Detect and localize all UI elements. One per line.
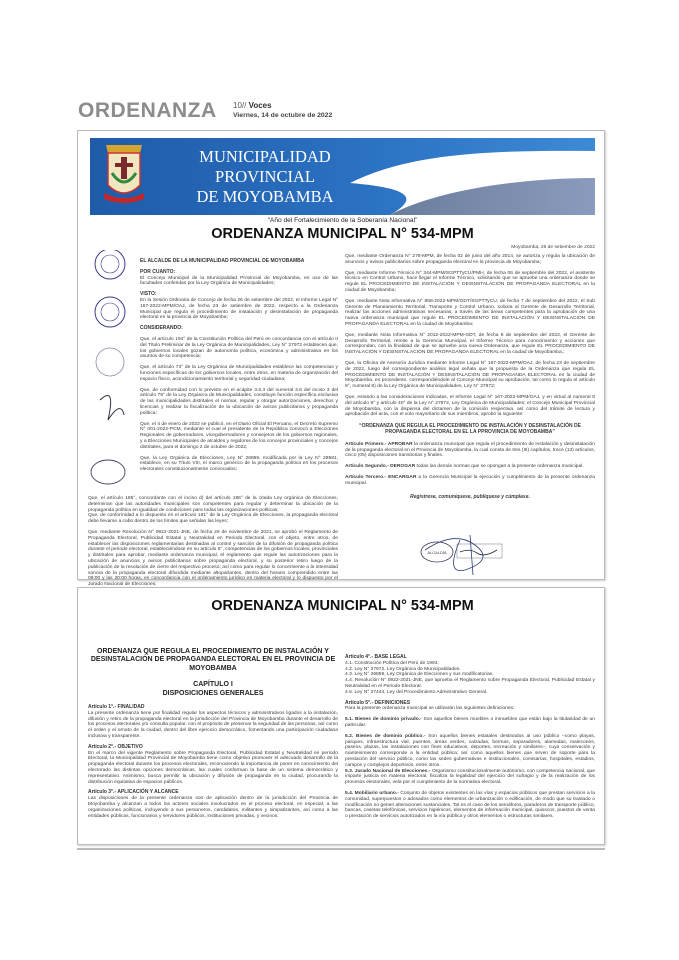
- article-label: Artículo 5°.- DEFINICIONES: [345, 699, 411, 706]
- divider: [77, 848, 605, 850]
- paragraph: Que, de conformidad con lo previsto en el acápite 3.6.3 del numeral 3.6 del inciso 3 del artículo 79° de la Ley Orgánica de Municipalidades, constituye función específica exclusiva de las municipalidades distritales el normar, regular y otorgar autorizaciones, derechos y licencias y realizar la fiscalización de la ubicación de avisos publicitarios y propaganda política;: [140, 387, 338, 416]
- article-label: Artículo 2°.- OBJETIVO: [88, 743, 143, 750]
- issue-date: Viernes, 14 de octubre de 2022: [233, 112, 333, 119]
- approval-stamps: [86, 250, 138, 490]
- paragraph: Que, el 4 de enero de 2022 se publicó, en el Diario Oficial El Peruano, el Decreto Supremo N° 001-2022-PCM, mediante el cual el presidente de la República convocó a Elecciones Regionales de gobernadores, vicegobernadores y consejeros de los gobiernos regionales, y a Elecciones Municipales de alcaldes y regidores de los concejos provinciales y concejos distritales, para el domingo 2 de octubre de 2022;: [140, 421, 338, 450]
- por-cuanto-text: El Concejo Municipal de la Municipalidad Provincial de Moyobamba, en uso de las facultades conferidas por la Ley Orgánica de Municipalidades;: [140, 275, 338, 287]
- article-label: Artículo Tercero.- ENCARGAR: [345, 474, 417, 480]
- por-cuanto-label: POR CUANTO:: [140, 268, 176, 275]
- considerando-label: CONSIDERANDO:: [140, 325, 183, 332]
- definition-text: Son aquellos bienes muebles o inmuebles que están bajo la titularidad de un particular.: [345, 717, 595, 728]
- approved-ordinance-title: “ORDENANZA QUE REGULA EL PROCEDIMIENTO DE INSTALACIÓN Y DESINSTALACIÓN DE PROPAGANDA ELECTORAL EN EL LA PPROVINCIA DE MOYOBAMBA”: [359, 423, 581, 435]
- paragraph: Que, la Ley Orgánica de Elecciones, Ley N° 26859, modificada por la Ley N° 28581, establece, en su Título VIII, el marco genérico de la propaganda política en los procesos electorales constitucionalmente convocados;: [140, 455, 338, 473]
- legal-basis-item: 4.1. Constitución Política del Perú de 1993.: [345, 660, 439, 666]
- legal-basis-item: 4.3. Ley N° 26859, Ley Orgánica de Elecciones y sus modificatorias.: [345, 672, 494, 678]
- article-text: la ordenanza municipal que regula el procedimiento de instalación y desinstalación de la propaganda electoral en el Provincia de Moyobamba, la cual consta de tres (III) capítulos, trece (13) artículos, cinco (05) disposiciones transitorias y finales.: [345, 441, 595, 459]
- chapter-number: CAPÍTULO I: [193, 681, 233, 689]
- legal-basis-item: 4.4. Resolución N° 0922-2021-JNE, que aprueba el Reglamento sobre Propaganda Electoral, Publicidad Estatal y Neutralidad en el Periodo Electoral.: [345, 678, 595, 689]
- paragraph: Que, de conformidad a lo dispuesto en el artículo 181° de la Ley Orgánica de Elecciones, la propaganda electoral debe llevarse a cabo dentro de los límites que señalan las leyes;: [88, 513, 338, 525]
- ordinance-subtitle: ORDENANZA QUE REGULA EL PROCEDIMIENTO DE INSTALACIÓN Y DESINSTALACIÓN DE PROPAGANDA ELECTORAL EN EL PROVINCIA DE MOYOBAMBA: [90, 648, 336, 672]
- seal-icon: [91, 460, 125, 484]
- seal-icon: [96, 348, 124, 376]
- ordinance-title-2: ORDENANZA MUNICIPAL N° 534-MPM: [211, 598, 474, 614]
- signature-mark: [100, 396, 124, 421]
- legal-basis-item: 4.2. Ley N° 27972, Ley Orgánica de Municipalidades.: [345, 666, 461, 672]
- seal-icon: [95, 297, 125, 327]
- banner-line-1: MUNICIPALIDAD PROVINCIAL: [199, 147, 331, 186]
- definition-term: 5.4. Mobiliario urbano.-: [345, 790, 399, 796]
- article-label: Artículo Segundo.- DEROGAR: [345, 464, 416, 470]
- article-text: Las disposiciones de la presente ordenanza son de aplicación dentro de la jurisdicción del Provincia de Moyobamba y alcanzan a todos los actores sociales involucrados en el proceso electoral, en especial, a las organizaciones políticas, incluyendo a sus personeros, candidatos, militantes y simpatizantes, así como a las entidades públicas, funcionarios y servidores públicos, instituciones privadas, y vecinos.: [88, 796, 338, 819]
- definition-term: 5.3. Jurado Nacional de Elecciones.-: [345, 768, 431, 774]
- paragraph: Que, mediante Ordenanza N° 278-MPM, de fecha 02 de junio del año 2014, se autoriza y regula la ubicación de anuncios y avisos publicitarios sobre propaganda electoral en la provincia de Moyobamba;: [345, 254, 595, 265]
- article-first: [345, 442, 595, 459]
- article-text: En el marco del vigente Reglamento sobre Propaganda Electoral, Publicidad Estatal y Neutralidad en periodo Electoral, la Municipalidad Provincial de Moyobamba tiene como objetivo promover el adecuado desarrollo de la propaganda electoral durante los procesos electorales, reconociendo la importancia de poner en conocimiento del electorado las distintas opciones democráticas, las cuales conforman la base de un sistema democrático y representativo. Asimismo, busca permitir la ubicación y difusión de propaganda en la ciudad, procurando la distribución equitativa de espacios públicos.: [88, 750, 338, 785]
- chapter-title: DISPOSICIONES GENERALES: [162, 689, 264, 697]
- visto-label: VISTO:: [140, 291, 157, 298]
- article-label: Artículo Primero.- APROBAR: [345, 441, 413, 447]
- year-motto: “Año del Fortalecimiento de la Soberanía Nacional”: [267, 217, 418, 224]
- article-third: [345, 475, 595, 487]
- considerations-left-column: [140, 254, 338, 478]
- closing-formula: Regístrese, comuníquese, publíquese y cúmplase.: [410, 493, 530, 500]
- svg-text:ALCALDÍA: ALCALDÍA: [427, 550, 447, 555]
- definition: [345, 734, 595, 769]
- definition-text: Son aquellos bienes estatales destinados al uso público –como playas, parques, infraestructura vial, puentes, áreas verdes, calzadas, bermas, separadores, alamedas, malecones, paseos, plazas, las instalaciones con fines educativos, deportes, recreación y similares–, cuya conservación y mantenimiento corresponde a la entidad pública; así como aquellos bienes que sirven de soporte para la prestación del servicio público, como las sedes gubernativas e institucionales, comisarías, hospitales, estadios, campos y complejos deportivos, entre otros.: [345, 733, 595, 768]
- ordinance-right-column: [345, 650, 595, 825]
- paragraph: Que, estando a las consideraciones indicadas, el Informe Legal N° 167-2022-MPM/OAJ, y en virtud al numeral 8 del artículo 9° y artículo 40° de la Ley N° 27972, Ley Orgánica de Municipalidades; el Concejo Municipal Provincial de Moyobamba, con la dispensa del dictamen de la comisión respectiva, así como del trámite de lectura y aprobación del acta, con el voto mayoritario de sus miembros, aprobó la siguiente:: [345, 394, 595, 418]
- definition: [345, 791, 595, 820]
- paragraph: Que, el artículo 185°, concordante con el inciso d) del artículo 186° de la citada Ley orgánica de Elecciones, determinan que las autoridades municipales son competentes para regular y determinar la ubicación de la propaganda política en igualdad de condiciones para todas las organizaciones políticas;: [88, 496, 338, 513]
- considerations-right-column: [345, 254, 595, 500]
- definition-term: 5.2. Bienes de dominio público.-: [345, 733, 426, 739]
- mayor-signature-stamp: [415, 530, 515, 580]
- article-label: Artículo 3°.- APLICACIÓN Y ALCANCE: [88, 789, 179, 796]
- definition: [345, 769, 595, 786]
- paragraph: Que, el artículo 194° de la Constitución Política del Perú en concordancia con el artículo II del Título Preliminar de la Ley Orgánica de Municipalidades, Ley N° 27972 establecen que, los gobiernos locales gozan de autonomía política, económica y administrativa en los asuntos de su competencia;: [140, 336, 338, 360]
- coat-of-arms-logo: [102, 143, 146, 207]
- article-text: La presente ordenanza tiene por finalidad regular los aspectos técnicos y administrativos ligados a la instalación, difusión y retiro de la propaganda electoral en la jurisdicción del Provincia de Moyobamba durante el desarrollo de los procesos electorales y/o consulta popular, con el propósito de preservar la seguridad de las personas, así como el orden y el ornato de la ciudad, dentro del libre ejercicio democrático, fomentando una participación ciudadana inclusiva y transparente.: [88, 710, 338, 740]
- considerations-wide-block: [88, 496, 338, 593]
- municipality-banner: [90, 138, 595, 215]
- section-title: ORDENANZA: [78, 99, 217, 122]
- article-label: Artículo 1°.- FINALIDAD: [88, 704, 145, 711]
- place-date: Moyobamba, 26 de setiembre de 2022: [511, 245, 595, 250]
- paragraph: Que, mediante Resolución N° 0922-2021-JNE, de fecha 26 de noviembre de 2021, se aprobó el Reglamento de Propaganda Electoral, Publicidad Estatal y Neutralidad en Periodo Electoral, con el objeto, entre otros, de establecer las disposiciones reglamentarias destinadas al control y sanción de la difusión de propaganda política durante el periodo electoral, estableciéndose en su artículo 8°, competencias de los gobiernos locales, provinciales y distritales para aprobar, mediante ordenanza municipal, el reglamento que regule las autorizaciones para la ubicación de anuncios y avisos publicitarios sobre propaganda electoral, y su posterior retiro luego de la publicación de la resolución de cierre del respectivo proceso; así como para regular lo concerniente a la intensidad sonora de la propaganda electoral difundida mediante altoparlantes, dentro del horario comprendido entre las 08:00 y las 20:00 horas, en concordancia con el ordenamiento jurídico en materia electoral y lo dispuesto por el Jurado Nacional de Elecciones;: [88, 529, 338, 588]
- page-number: 10//: [233, 101, 247, 110]
- article-text: todas las demás normas que se opongan a la presente ordenanza municipal.: [415, 464, 584, 470]
- paragraph: Que, mediante Nota Informativa N° 858-2022-MPM/GDT/SGPTTyCU, de fecha 7 de septiembre del 2022, el Sub Gerente de Planeamiento Territorial, Transporte y Control Urbano, solicita al Gerente de Desarrollo Territorial, realizar las acciones administrativas necesarias, a través de las áreas competentes para la aprobación de una nueva ordenanza municipal que regule EL PROCEDIMIENTO DE INSTALACIÓN Y DESINSTALACIÓN DE PROPAGANDA ELECTORAL en la ciudad de Moyobamba;: [345, 298, 595, 327]
- paragraph: Que, la Oficina de Asesoría Jurídica mediante Informe Legal N° 167-2022-MPM/OAJ, de fecha 23 de septiembre de 2022, luego del correspondiente análisis legal señala que la propuesta de la Ordenanza que regula EL PROCEDIMIENTO DE INSTALACIÓN Y DESINSTALACIÓN DE PROPAGANDA ELECTORAL en la ciudad de Moyobamba, es procedente, correspondiéndole al Concejo Municipal su aprobación, tal como lo regula el artículo 9°, numeral 8) de la Ley Orgánica de Municipalidades, Ley N° 27972;: [345, 360, 595, 390]
- definition-text: Organismo constitucionalmente autónomo, con competencia nacional, que imparte justicia en materia electoral, fiscaliza la legalidad del ejercicio del sufragio y de la realización de los procesos electorales, vela por el cumplimiento de la normativa electoral.: [345, 768, 595, 786]
- paragraph: Que, el artículo 73° de la Ley Orgánica de Municipalidades establece las competencias y funciones específicas de los gobiernos locales, entre otros, en materia de organización del espacio físico, acondicionamiento territorial y seguridad ciudadana;: [140, 365, 338, 382]
- banner-title: [150, 147, 380, 207]
- definition-term: 5.1. Bienes de dominio privado.-: [345, 717, 422, 723]
- visto-text: En la Sesión Ordinaria de Concejo de fecha 26 de setiembre del 2022, el Informe Legal N° 167-2022-MPM/OAJ, de fecha 23 de setiembre de 2022, respecto a la Ordenanza Municipal que regula el procedimiento de instalación y desinstalación de propaganda electoral en la provincia de Moyobamba;: [140, 297, 338, 321]
- ordinance-left-column: [88, 648, 338, 824]
- article-text: a la Gerencia Municipal la ejecución y cumplimiento de la presente ordenanza municipal.: [345, 474, 595, 486]
- definition-text: Conjunto de objetos existentes en las vías y espacios públicos que prestan servicios a la comunidad, superpuestos o adosados como elementos de urbanización o edificación, de modo que su traslado o modificación no generi alteraciones sustanciales. Tal es el caso de los semáforos, paraderos de transporte público, bancas, casetas telefónicas, servicios higiénicos, elementos de información municipal, quioscos, puestos de venta o prestación de servicios autorizados en la vía pública y otros elementos o estructuras similares.: [345, 790, 596, 820]
- article-text: Para la presente ordenanza municipal se utilizarán las siguientes definiciones:: [345, 706, 515, 712]
- legal-basis-item: 4.5. Ley N° 27444, Ley del Procedimiento Administrativo General.: [345, 689, 488, 695]
- banner-line-2: DE MOYOBAMBA: [196, 187, 334, 206]
- publication-name: Voces: [248, 101, 272, 110]
- ordinance-title: ORDENANZA MUNICIPAL N° 534-MPM: [211, 226, 474, 242]
- mayor-heading: EL ALCALDE DE LA MUNICIPALIDAD PROVINCIAL DE MOYOBAMBA: [140, 258, 305, 264]
- seal-icon: [95, 250, 125, 279]
- page-info: [233, 101, 272, 110]
- paragraph: Que, mediante Informe Técnico N° 344-MPM/SGPTTyCU/PMH, de fecha 06 de septiembre del 2022, el asistente técnico en Control Urbano, hace llegar el Informe Técnico, solicitando que se apruebe una ordenanza donde se regule EL PROCEDIMIENTO DE INSTALACIÓN Y DESINSTALACIÓN DE PROPAGANDA ELECTORAL en la ciudad de Moyobamba;: [345, 270, 595, 293]
- article-second: [345, 464, 595, 470]
- paragraph: Que, mediante Nota Informativa N° 2012-2022-MPM-GDT, de fecha 8 de septiembre del 2022, el Gerente de Desarrollo Territorial, remite a la Gerencia Municipal, el Informe Técnico para conocimiento y acciones que correspondan, con la finalidad de que se apruebe una nueva Ordenanza, que regule EL PROCEDIMIENTO DE INSTALACIÓN Y DESINSTALACIÓN DE PROPAGANDA ELECTORAL en la ciudad de Moyobamba.;: [345, 332, 595, 356]
- chapter-heading: [88, 681, 338, 698]
- definition: [345, 717, 595, 729]
- article-label: Artículo 4°.- BASE LEGAL: [345, 654, 407, 660]
